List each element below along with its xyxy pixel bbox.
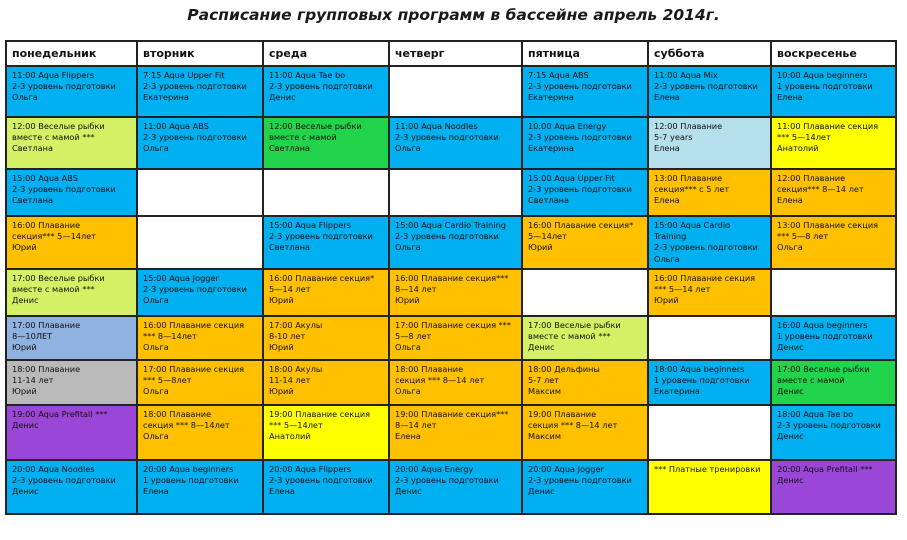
schedule-cell <box>263 66 389 117</box>
cell-line: Ольга <box>395 342 421 353</box>
schedule-cell <box>137 117 263 169</box>
schedule-cell <box>6 117 137 169</box>
day-header: воскресенье <box>771 41 896 66</box>
schedule-cell <box>137 66 263 117</box>
schedule-cell <box>6 169 137 216</box>
cell-line: 5-7 лет <box>528 375 560 386</box>
cell-line: Елена <box>395 431 421 442</box>
cell-line: 16:00 Плавание <box>12 220 81 230</box>
cell-line: 16:00 Плавание секция <box>143 320 245 330</box>
schedule-cell <box>6 316 137 360</box>
schedule-cell <box>648 117 771 169</box>
cell-line: 11:00 Aqua ABS <box>143 121 209 131</box>
cell-line: Ольга <box>143 143 169 154</box>
schedule-cell <box>389 216 522 269</box>
cell-line: 2-3 уровень подготовки <box>143 284 247 295</box>
cell-line: Елена <box>269 486 295 497</box>
schedule-cell <box>522 360 648 405</box>
schedule-row <box>6 269 896 316</box>
cell-line: 11:00 Aqua Mix <box>654 70 718 80</box>
schedule-cell <box>137 316 263 360</box>
cell-line: Светлана <box>12 195 53 206</box>
schedule-cell <box>771 316 896 360</box>
cell-line: Елена <box>777 92 803 103</box>
schedule-cell <box>263 460 389 514</box>
cell-line: 11:00 Aqua Tae bo <box>269 70 346 80</box>
empty-cell <box>771 269 896 316</box>
schedule-cell <box>263 316 389 360</box>
day-header: вторник <box>137 41 263 66</box>
cell-line: 20:00 Aqua Prefitall *** <box>777 464 873 474</box>
cell-line: 17:00 Веселые рыбки <box>528 320 621 330</box>
schedule-row <box>6 117 896 169</box>
cell-line: 1 уровень подготовки <box>777 81 873 92</box>
cell-line: 2-3 уровень подготовки <box>777 420 881 431</box>
cell-line: Ольга <box>395 386 421 397</box>
cell-line: Денис <box>777 475 804 486</box>
cell-line: 1 уровень подготовки <box>143 475 239 486</box>
schedule-cell <box>389 360 522 405</box>
cell-line: Training <box>654 231 687 242</box>
schedule-cell <box>6 269 137 316</box>
schedule-cell <box>522 66 648 117</box>
cell-line: *** 5—8 лет <box>777 231 829 242</box>
schedule-row <box>6 316 896 360</box>
schedule-cell <box>6 66 137 117</box>
cell-line: Денис <box>777 342 804 353</box>
day-header-row <box>6 41 896 66</box>
cell-line: *** 5—14лет <box>269 420 323 431</box>
schedule-cell <box>522 117 648 169</box>
empty-cell <box>263 169 389 216</box>
cell-line: Екатерина <box>528 92 574 103</box>
cell-line: 15:00 Aqua Jogger <box>143 273 219 283</box>
schedule-body <box>6 66 896 514</box>
cell-line: Ольга <box>12 92 38 103</box>
cell-line: вместе с мамой *** <box>12 132 95 143</box>
cell-line: 17:00 Веселые рыбки <box>12 273 105 283</box>
cell-line: Юрий <box>269 386 294 397</box>
cell-line: *** 5—14лет <box>777 132 831 143</box>
cell-line: Елена <box>654 143 680 154</box>
cell-line: секция*** 8—14 лет <box>777 184 864 195</box>
cell-line: Юрий <box>528 242 553 253</box>
cell-line: Елена <box>777 195 803 206</box>
cell-line: 15:00 Aqua Cardio <box>654 220 731 230</box>
schedule-row <box>6 405 896 460</box>
cell-line: Светлана <box>528 195 569 206</box>
cell-line: 1 уровень подготовки <box>777 331 873 342</box>
cell-line: Денис <box>12 295 39 306</box>
cell-line: 2-3 уровень подготовки <box>143 132 247 143</box>
cell-line: 11-14 лет <box>12 375 54 386</box>
cell-line: 5—14 лет <box>269 284 311 295</box>
cell-line: Денис <box>395 486 422 497</box>
cell-line: 19:00 Плавание <box>528 409 597 419</box>
cell-line: *** Платные тренировки <box>654 464 761 474</box>
cell-line: 2-3 уровень подготовки <box>12 475 116 486</box>
empty-cell <box>522 269 648 316</box>
cell-line: 10:00 Aqua Energy <box>528 121 607 131</box>
schedule-cell <box>648 460 771 514</box>
schedule-row <box>6 360 896 405</box>
cell-line: Юрий <box>269 295 294 306</box>
cell-line: 11:00 Aqua Noodles <box>395 121 478 131</box>
cell-line: 2-3 уровень подготовки <box>395 231 499 242</box>
cell-line: 5—14лет <box>528 231 567 242</box>
cell-line: Денис <box>12 486 39 497</box>
schedule-cell <box>6 405 137 460</box>
schedule-cell <box>263 216 389 269</box>
cell-line: *** 8—14лет <box>143 331 197 342</box>
schedule-cell <box>522 169 648 216</box>
cell-line: вместе с мамой <box>269 132 337 143</box>
cell-line: 15:00 Aqua Cardio Training <box>395 220 507 230</box>
cell-line: Денис <box>528 342 555 353</box>
cell-line: 16:00 Плавание секция <box>654 273 756 283</box>
cell-line: Юрий <box>269 342 294 353</box>
cell-line: Юрий <box>12 386 37 397</box>
cell-line: 11:00 Плавание секция <box>777 121 879 131</box>
schedule-cell <box>137 360 263 405</box>
schedule-cell <box>771 360 896 405</box>
cell-line: 2-3 уровень подготовки <box>528 475 632 486</box>
schedule-cell <box>389 316 522 360</box>
cell-line: 17:00 Акулы <box>269 320 323 330</box>
cell-line: 12:00 Веселые рыбки <box>269 121 362 131</box>
cell-line: 8-10 лет <box>269 331 306 342</box>
schedule-cell <box>263 405 389 460</box>
cell-line: Ольга <box>777 242 803 253</box>
schedule-cell <box>648 360 771 405</box>
cell-line: Екатерина <box>654 386 700 397</box>
empty-cell <box>389 169 522 216</box>
cell-line: 18:00 Плавание <box>395 364 464 374</box>
schedule-cell <box>389 269 522 316</box>
cell-line: 13:00 Плавание <box>654 173 723 183</box>
empty-cell <box>648 316 771 360</box>
empty-cell <box>648 405 771 460</box>
cell-line: 8—14 лет <box>395 420 437 431</box>
schedule-cell <box>522 216 648 269</box>
cell-line: 7:15 Aqua ABS <box>528 70 589 80</box>
cell-line: 2-3 уровень подготовки <box>395 475 499 486</box>
cell-line: секция *** 8—14 лет <box>528 420 618 431</box>
cell-line: 17:00 Веселые рыбки <box>777 364 870 374</box>
cell-line: Екатерина <box>528 143 574 154</box>
cell-line: *** 5—8лет <box>143 375 192 386</box>
day-header: среда <box>263 41 389 66</box>
cell-line: 2-3 уровень подготовки <box>528 132 632 143</box>
cell-line: Юрий <box>12 342 37 353</box>
cell-line: Светлана <box>12 143 53 154</box>
schedule-cell <box>263 269 389 316</box>
cell-line: 1 уровень подготовки <box>654 375 750 386</box>
cell-line: Анатолий <box>269 431 311 442</box>
cell-line: 18:00 Плавание <box>143 409 212 419</box>
cell-line: Максим <box>528 431 562 442</box>
cell-line: 16:00 Плавание секция*** <box>395 273 509 283</box>
cell-line: секция *** 8—14 лет <box>395 375 485 386</box>
cell-line: Светлана <box>269 242 310 253</box>
cell-line: 11:00 Aqua Flippers <box>12 70 94 80</box>
schedule-cell <box>6 460 137 514</box>
day-header: понедельник <box>6 41 137 66</box>
cell-line: Елена <box>654 92 680 103</box>
cell-line: 2-3 уровень подготовки <box>654 242 758 253</box>
schedule-cell <box>137 269 263 316</box>
cell-line: 2-3 уровень подготовки <box>395 132 499 143</box>
schedule-cell <box>771 169 896 216</box>
cell-line: 19:00 Aqua Prefitall *** <box>12 409 108 419</box>
cell-line: Ольга <box>395 242 421 253</box>
cell-line: Светлана <box>269 143 310 154</box>
cell-line: Ольга <box>143 386 169 397</box>
cell-line: 20:00 Aqua Jogger <box>528 464 604 474</box>
schedule-cell <box>771 216 896 269</box>
cell-line: Юрий <box>12 242 37 253</box>
schedule-cell <box>648 66 771 117</box>
cell-line: Юрий <box>654 295 679 306</box>
schedule-row <box>6 460 896 514</box>
cell-line: Елена <box>143 486 169 497</box>
cell-line: 18:00 Акулы <box>269 364 323 374</box>
cell-line: 10:00 Aqua beginners <box>777 70 868 80</box>
schedule-cell <box>648 269 771 316</box>
cell-line: вместе с мамой *** <box>12 284 95 295</box>
cell-line: Денис <box>777 431 804 442</box>
cell-line: 13:00 Плавание секция <box>777 220 879 230</box>
schedule-cell <box>263 360 389 405</box>
cell-line: 5—8 лет <box>395 331 432 342</box>
cell-line: 15:00 Aqua Flippers <box>269 220 351 230</box>
day-header: пятница <box>522 41 648 66</box>
cell-line: 20:00 Aqua beginners <box>143 464 234 474</box>
cell-line: 19:00 Плавание секция*** <box>395 409 509 419</box>
day-header: четверг <box>389 41 522 66</box>
cell-line: Ольга <box>395 143 421 154</box>
cell-line: Максим <box>528 386 562 397</box>
cell-line: 12:00 Веселые рыбки <box>12 121 105 131</box>
cell-line: Екатерина <box>143 92 189 103</box>
schedule-cell <box>6 216 137 269</box>
cell-line: Анатолий <box>777 143 819 154</box>
schedule-cell <box>648 169 771 216</box>
schedule-cell <box>522 460 648 514</box>
schedule-cell <box>137 405 263 460</box>
cell-line: 18:00 Дельфины <box>528 364 600 374</box>
cell-line: 17:00 Плавание секция <box>143 364 245 374</box>
cell-line: 2-3 уровень подготовки <box>528 81 632 92</box>
cell-line: 2-3 уровень подготовки <box>269 475 373 486</box>
cell-line: Ольга <box>143 431 169 442</box>
cell-line: вместе с мамой *** <box>528 331 611 342</box>
cell-line: Ольга <box>654 253 680 264</box>
cell-line: 18:00 Плавание <box>12 364 81 374</box>
schedule-cell <box>771 66 896 117</box>
cell-line: 2-3 уровень подготовки <box>528 184 632 195</box>
cell-line: 16:00 Плавание секция* <box>269 273 375 283</box>
schedule-cell <box>137 460 263 514</box>
cell-line: вместе с мамой <box>777 375 845 386</box>
cell-line: Денис <box>12 420 39 431</box>
cell-line: секция*** с 5 лет <box>654 184 730 195</box>
schedule-cell <box>389 117 522 169</box>
cell-line: 2-3 уровень подготовки <box>269 81 373 92</box>
schedule-cell <box>522 405 648 460</box>
empty-cell <box>389 66 522 117</box>
cell-line: 20:00 Aqua Flippers <box>269 464 351 474</box>
cell-line: Денис <box>269 92 296 103</box>
cell-line: 18:00 Aqua Tae bo <box>777 409 854 419</box>
cell-line: 7:15 Aqua Upper Fit <box>143 70 225 80</box>
cell-line: Елена <box>654 195 680 206</box>
page-title: Расписание групповых программ в бассейне апрель 2014г. <box>187 6 720 24</box>
schedule-row <box>6 216 896 269</box>
cell-line: 2-3 уровень подготовки <box>12 81 116 92</box>
schedule-cell <box>389 460 522 514</box>
cell-line: 16:00 Aqua beginners <box>777 320 868 330</box>
cell-line: 12:00 Плавание <box>654 121 723 131</box>
schedule-cell <box>6 360 137 405</box>
cell-line: 17:00 Плавание секция *** <box>395 320 511 330</box>
schedule-row <box>6 169 896 216</box>
cell-line: 17:00 Плавание <box>12 320 81 330</box>
cell-line: Ольга <box>143 295 169 306</box>
schedule-cell <box>648 216 771 269</box>
cell-line: 11-14 лет <box>269 375 311 386</box>
cell-line: Денис <box>777 386 804 397</box>
cell-line: 15:00 Aqua ABS <box>12 173 78 183</box>
cell-line: 2-3 уровень подготовки <box>143 81 247 92</box>
cell-line: 2-3 уровень подготовки <box>269 231 373 242</box>
schedule-cell <box>522 316 648 360</box>
cell-line: секция *** 8—14лет <box>143 420 230 431</box>
cell-line: 2-3 уровень подготовки <box>654 81 758 92</box>
cell-line: 12:00 Плавание <box>777 173 846 183</box>
cell-line: 15:00 Aqua Upper Fit <box>528 173 615 183</box>
cell-line: 2-3 уровень подготовки <box>12 184 116 195</box>
empty-cell <box>137 216 263 269</box>
schedule-cell <box>771 460 896 514</box>
cell-line: 5-7 years <box>654 132 693 143</box>
cell-line: 8—14 лет <box>395 284 437 295</box>
cell-line: Ольга <box>143 342 169 353</box>
schedule-table <box>5 40 897 515</box>
cell-line: секция*** 5—14лет <box>12 231 97 242</box>
schedule-cell <box>771 117 896 169</box>
cell-line: Юрий <box>395 295 420 306</box>
schedule-cell <box>771 405 896 460</box>
schedule-cell <box>263 117 389 169</box>
cell-line: 8—10ЛЕТ <box>12 331 53 342</box>
cell-line: 16:00 Плавание секция* <box>528 220 634 230</box>
schedule-row <box>6 66 896 117</box>
cell-line: 18:00 Aqua beginners <box>654 364 745 374</box>
day-header: суббота <box>648 41 771 66</box>
cell-line: 20:00 Aqua Energy <box>395 464 474 474</box>
cell-line: 20:00 Aqua Noodles <box>12 464 95 474</box>
cell-line: 19:00 Плавание секция <box>269 409 371 419</box>
schedule-cell <box>389 405 522 460</box>
cell-line: Денис <box>528 486 555 497</box>
empty-cell <box>137 169 263 216</box>
cell-line: *** 5—14 лет <box>654 284 711 295</box>
